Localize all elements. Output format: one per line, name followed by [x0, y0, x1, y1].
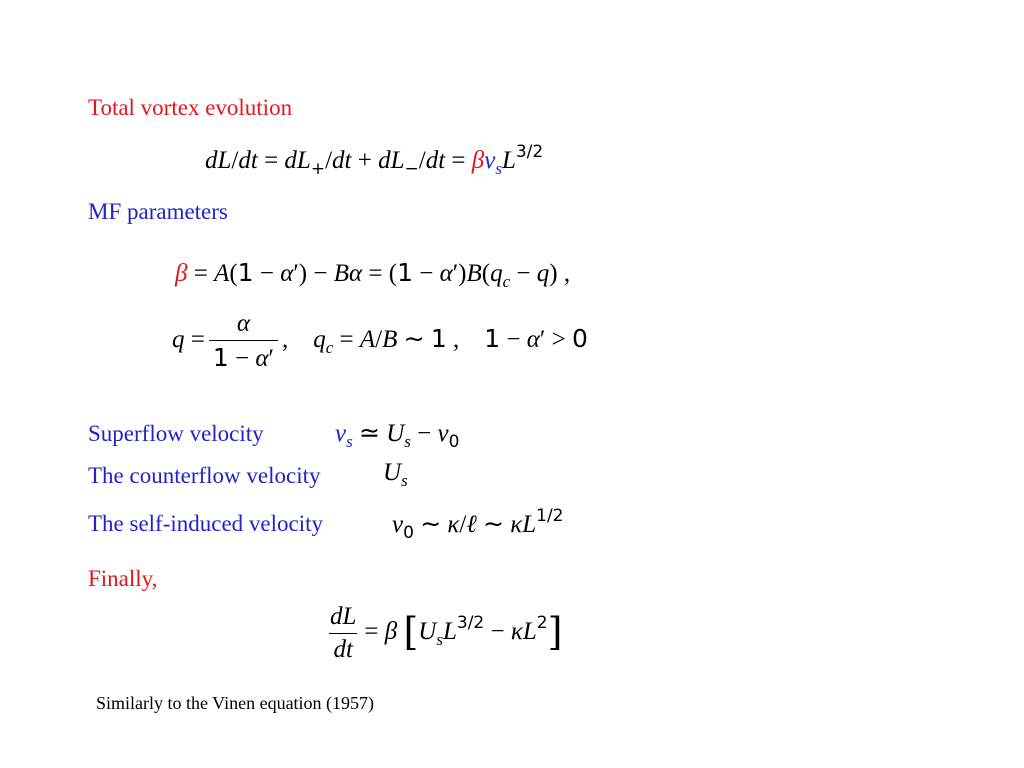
- equation-beta: $\beta = A(1 - \alpha') - B\alpha = (1 - \alpha')B(q_c - q)$ ,: [175, 258, 571, 291]
- label-self-induced-velocity: The self-induced velocity: [88, 511, 324, 536]
- note-vinen-equation: Similarly to the Vinen equation (1957): [96, 693, 375, 713]
- equation-superflow: $v_s$ ≃ $U_s - v_0$: [335, 420, 460, 452]
- heading-mf-parameters: MF parameters: [88, 199, 228, 224]
- heading-finally: Finally,: [88, 566, 158, 591]
- label-superflow-velocity: Superflow velocity: [88, 421, 264, 446]
- equation-final: $\frac{dL}{dt}$ = β $[U_sL^{3/2} - \kappa L^2]$: [330, 603, 563, 663]
- equation-total-evolution: $dL/dt = dL_+/dt + dL_-/dt = \beta v_sL^{3/2}$: [205, 142, 544, 179]
- heading-total-vortex-evolution: Total vortex evolution: [88, 95, 293, 120]
- equation-q: q = $\frac{\alpha}{1 - \alpha'}$ , $q_c = A/B$ ∼ 1 , 1 − α′ > 0: [172, 310, 588, 372]
- equation-counterflow: $U_s$: [383, 459, 408, 490]
- equation-self-induced: $v_0$ ∼ κ/ℓ ∼ $\kappa L^{1/2}$: [392, 506, 564, 543]
- label-counterflow-velocity: The counterflow velocity: [88, 463, 321, 488]
